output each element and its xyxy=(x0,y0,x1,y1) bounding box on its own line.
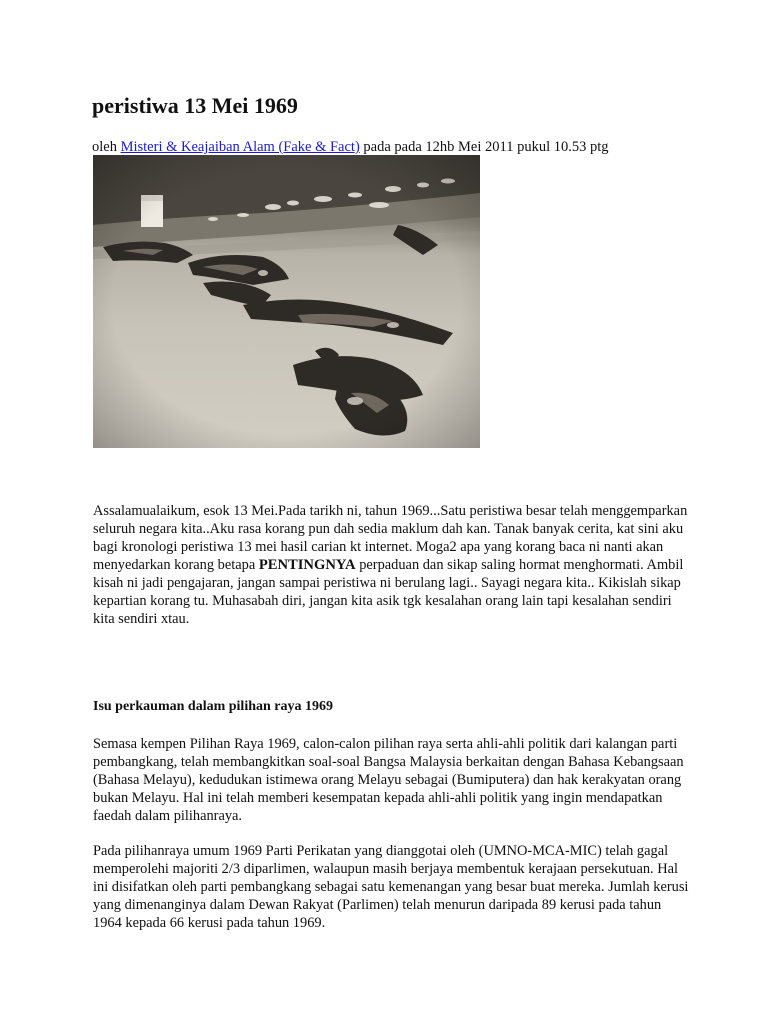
intro-text-after: perpaduan dan sikap saling hormat menghormati. Ambil kisah ni jadi pengajaran, jangan sampai peristiwa ni berulang lagi.. Sayagi negara kita.. Kikislah sikap kepartian korang tu. Muhasabah diri, jangan kita asik tgk kesalahan orang lain tapi kesalahan sendiri kita sendiri xtau. xyxy=(93,557,684,627)
article-title: peristiwa 13 Mei 1969 xyxy=(92,93,298,118)
intro-paragraph xyxy=(93,502,693,628)
paragraph-election-results: Pada pilihanraya umum 1969 Parti Perikatan yang dianggotai oleh (UMNO-MCA-MIC) telah gagal memperolehi majoriti 2/3 diparlimen, walaupun masih berjaya membentuk kerajaan persekutuan. Hal ini disifatkan oleh parti pembangkang sebagai satu kemenangan yang besar buat mereka. Jumlah kerusi yang dimenanginya dalam Dewan Rakyat (Parlimen) telah menurun daripada 89 kerusi pada tahun 1964 kepada 66 kerusi pada tahun 1969. xyxy=(93,843,689,931)
intro-emphasis: PENTINGNYA xyxy=(258,557,356,573)
author-link[interactable]: Misteri & Keajaiban Alam (Fake & Fact) xyxy=(120,139,360,155)
article-byline xyxy=(92,138,609,156)
section-heading: Isu perkauman dalam pilihan raya 1969 xyxy=(93,699,333,714)
byline-date: pada pada 12hb Mei 2011 pukul 10.53 ptg xyxy=(359,139,609,155)
intro-text-before: Assalamualaikum, esok 13 Mei.Pada tarikh ni, tahun 1969...Satu peristiwa besar telah menggemparkan seluruh negara kita..Aku rasa korang pun dah sedia maklum dah kan. Tanak banyak cerita, kat sini aku bagi kronologi peristiwa 13 mei hasil carian kt internet. Moga2 apa yang korang baca ni nanti akan menyedarkan korang betapa xyxy=(93,503,688,573)
photo-image xyxy=(93,155,480,448)
historical-photo xyxy=(93,155,480,448)
byline-prefix: oleh xyxy=(92,139,121,155)
paragraph-election-campaign: Semasa kempen Pilihan Raya 1969, calon-calon pilihan raya serta ahli-ahli politik dari kalangan parti pembangkang, telah membangkitkan soal-soal Bangsa Malaysia berkaitan dengan Bahasa Kebangsaan (Bahasa Melayu), kedudukan istimewa orang Melayu sebagai (Bumiputera) dan hak kerakyatan orang bukan Melayu. Hal ini telah memberi kesempatan kepada ahli-ahli politik yang ingin mendapatkan faedah dalam pilihanraya. xyxy=(93,736,684,824)
